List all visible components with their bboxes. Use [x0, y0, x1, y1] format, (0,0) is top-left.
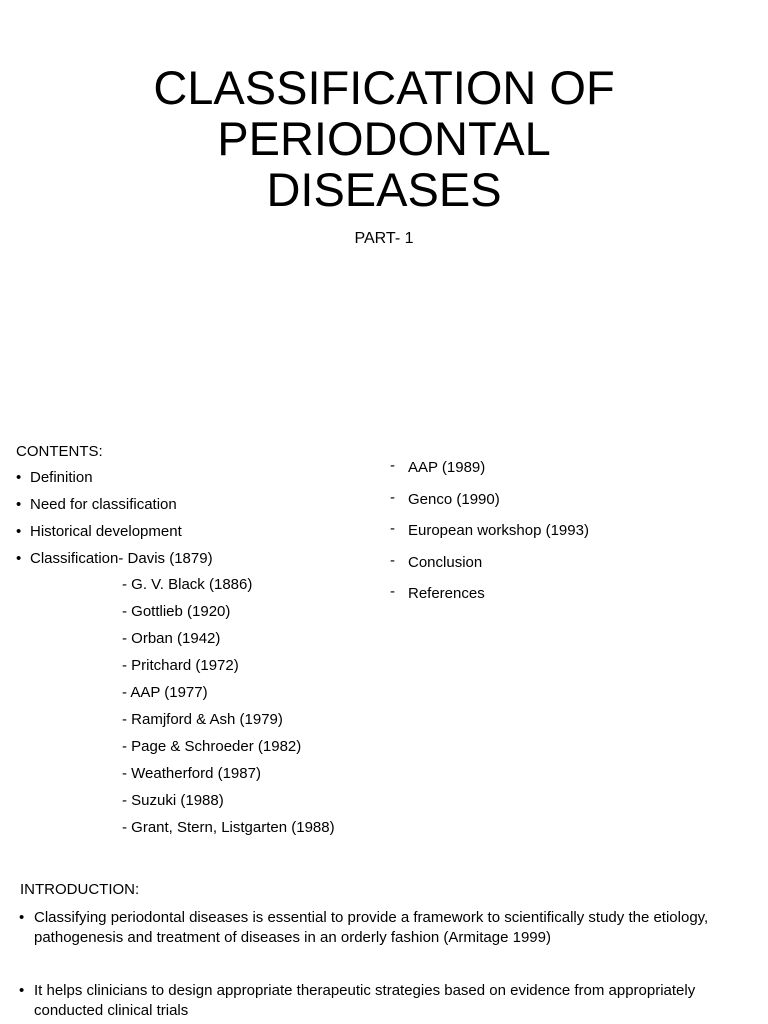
sub-list-item: - Pritchard (1972): [122, 657, 239, 674]
sub-list-item: - Ramjford & Ash (1979): [122, 711, 283, 728]
list-item-label: European workshop (1993): [408, 522, 589, 539]
list-item: [390, 583, 589, 617]
slide-subtitle: PART- 1: [354, 230, 414, 247]
list-item-label: Classification- Davis (1879): [30, 550, 213, 567]
list-item-label: Need for classification: [30, 496, 177, 513]
classification-sub-list: [122, 576, 335, 846]
title-line: CLASSIFICATION OF: [153, 61, 615, 114]
contents-heading: CONTENTS:: [16, 443, 103, 460]
list-item: [16, 523, 213, 550]
list-item: [16, 550, 213, 577]
list-item-label: Genco (1990): [408, 490, 500, 508]
contents-right-list: [390, 457, 589, 617]
sub-list-item: - Gottlieb (1920): [122, 603, 231, 620]
bullet-icon: •: [16, 523, 22, 540]
sub-list-item: - Page & Schroeder (1982): [122, 738, 302, 755]
list-item-label: Historical development: [30, 523, 182, 540]
dash-icon: -: [390, 551, 395, 569]
list-item: [390, 488, 589, 523]
paragraph-text: Classifying periodontal diseases is essential to provide a framework to scientifically study the etiology, pathogenesis and treatment of diseases in an orderly fashion (Armitage 1999): [34, 909, 709, 946]
contents-slide: [0, 430, 768, 870]
sub-list-item: - Grant, Stern, Listgarten (1988): [122, 819, 335, 836]
sub-list-item: - Weatherford (1987): [122, 765, 261, 782]
sub-list-item: - G. V. Black (1886): [122, 576, 253, 593]
title-slide: [0, 0, 768, 430]
bullet-icon: •: [19, 909, 25, 926]
sub-list-item: - Orban (1942): [122, 630, 221, 647]
dash-icon: -: [390, 457, 395, 474]
list-item-label: AAP (1989): [408, 459, 486, 476]
contents-left-list: [16, 469, 213, 577]
introduction-paragraph: [19, 908, 714, 948]
list-item-label: References: [408, 585, 485, 602]
sub-list-item: - AAP (1977): [122, 684, 208, 701]
bullet-icon: •: [19, 982, 25, 999]
list-item: [16, 469, 213, 496]
list-item: [16, 496, 213, 523]
list-item: [390, 520, 589, 554]
list-item: [390, 457, 589, 491]
slide-title: [0, 62, 768, 215]
bullet-icon: •: [16, 496, 22, 513]
bullet-icon: •: [16, 550, 22, 567]
title-line: PERIODONTAL: [217, 112, 551, 165]
list-item-label: Definition: [30, 469, 93, 486]
introduction-paragraph: [19, 981, 714, 1021]
paragraph-text: It helps clinicians to design appropriate therapeutic strategies based on evidence from appropriately conducted clinical trials: [34, 982, 696, 1019]
dash-icon: -: [390, 583, 395, 600]
list-item-label: Conclusion: [408, 553, 483, 571]
list-item: [390, 551, 589, 586]
title-line: DISEASES: [266, 163, 502, 216]
sub-list-item: - Suzuki (1988): [122, 792, 224, 809]
dash-icon: -: [390, 488, 395, 506]
introduction-slide: [0, 870, 768, 1024]
dash-icon: -: [390, 520, 395, 537]
bullet-icon: •: [16, 469, 22, 486]
introduction-heading: INTRODUCTION:: [20, 881, 140, 898]
